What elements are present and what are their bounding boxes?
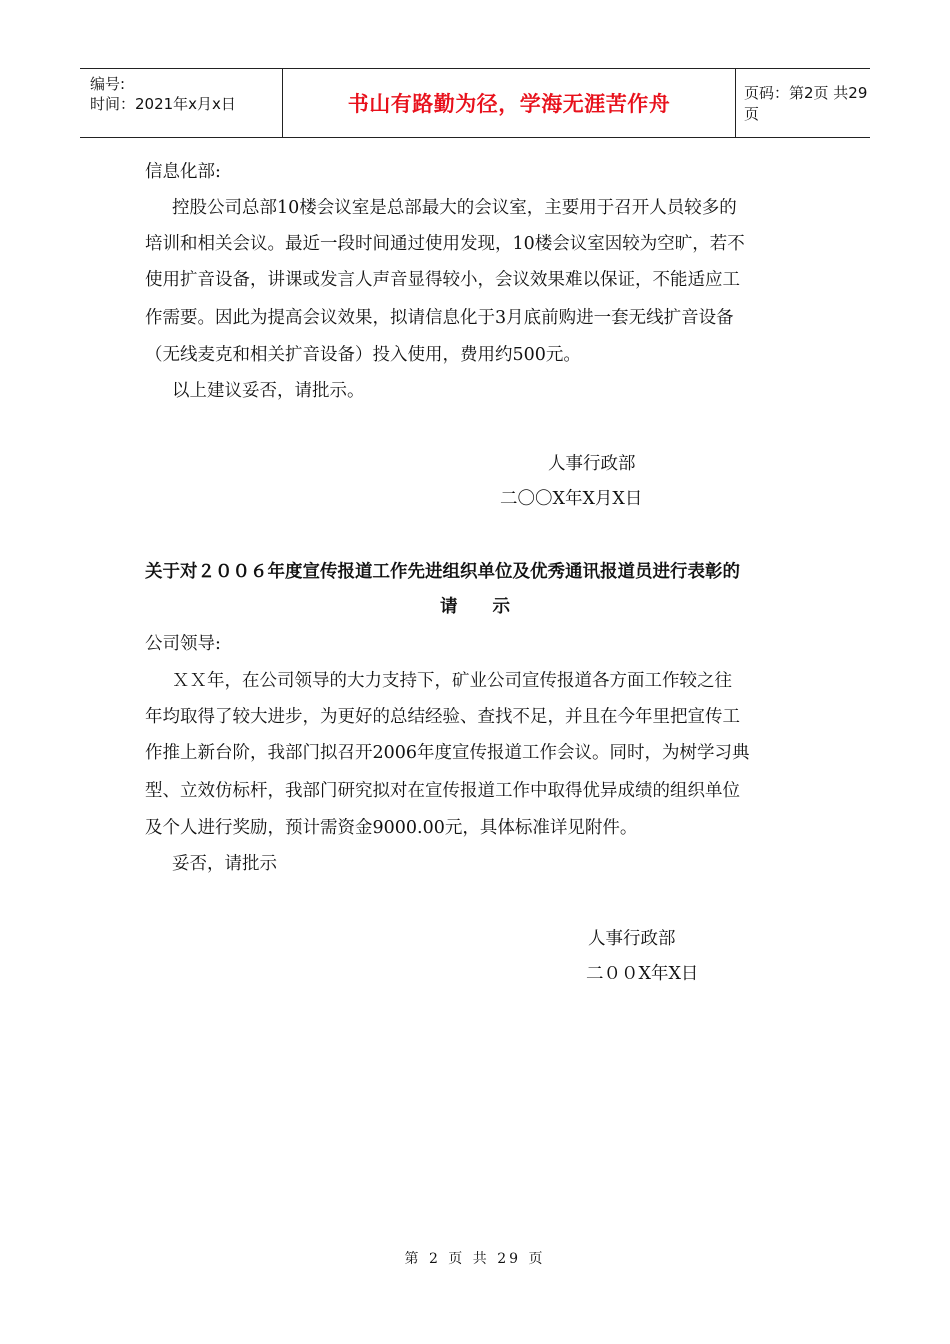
page-footer: 第 2 页 共 29 页	[404, 1251, 546, 1267]
memo2-line: 及个人进行奖励，预计需资金9000.00元，具体标准详见附件。	[145, 818, 638, 838]
memo2-sign-dept: 人事行政部	[588, 929, 676, 949]
memo2-line: 型、立效仿标杆，我部门研究拟对在宣传报道工作中取得优异成绩的组织单位	[145, 781, 740, 801]
memo2-closing: 妥否，请批示	[172, 854, 277, 874]
header-page-info: 页码：第2页 共29页	[744, 84, 868, 123]
memo1-line: 使用扩音设备，讲课或发言人声音显得较小，会议效果难以保证，不能适应工	[145, 270, 740, 290]
header-meta-cell	[80, 69, 282, 137]
memo1-sign-date: 二〇〇X年X月X日	[500, 489, 643, 509]
memo2-title-line1: 关于对２００６年度宣传报道工作先进组织单位及优秀通讯报道员进行表彰的	[145, 562, 740, 582]
header-page-cell	[736, 69, 870, 137]
page-header	[80, 68, 870, 138]
document-number-label: 编号:	[90, 75, 126, 93]
header-motto-cell	[282, 69, 736, 137]
memo2-addressee: 公司领导:	[145, 634, 221, 654]
memo1-sign-dept: 人事行政部	[548, 454, 636, 474]
memo1-addressee: 信息化部:	[145, 162, 221, 182]
document-time-label: 时间：2021年x月x日	[90, 95, 236, 113]
memo1-closing: 以上建议妥否，请批示。	[172, 381, 365, 401]
memo2-line: 作推上新台阶，我部门拟召开2006年度宣传报道工作会议。同时，为树学习典	[145, 743, 750, 763]
memo1-line: （无线麦克和相关扩音设备）投入使用，费用约500元。	[145, 345, 581, 365]
memo2-line: ＸＸ年，在公司领导的大力支持下，矿业公司宣传报道各方面工作较之往	[172, 671, 732, 691]
memo2-title-line2: 请 示	[440, 597, 510, 617]
memo2-line: 年均取得了较大进步，为更好的总结经验、查找不足，并且在今年里把宣传工	[145, 707, 740, 727]
memo2-sign-date: 二００X年X日	[586, 964, 699, 984]
memo1-line: 作需要。因此为提高会议效果，拟请信息化于3月底前购进一套无线扩音设备	[145, 308, 734, 328]
header-motto: 书山有路勤为径，学海无涯苦作舟	[347, 92, 671, 116]
memo1-line: 控股公司总部10楼会议室是总部最大的会议室，主要用于召开人员较多的	[172, 198, 737, 218]
memo1-line: 培训和相关会议。最近一段时间通过使用发现，10楼会议室因较为空旷，若不	[145, 234, 745, 254]
